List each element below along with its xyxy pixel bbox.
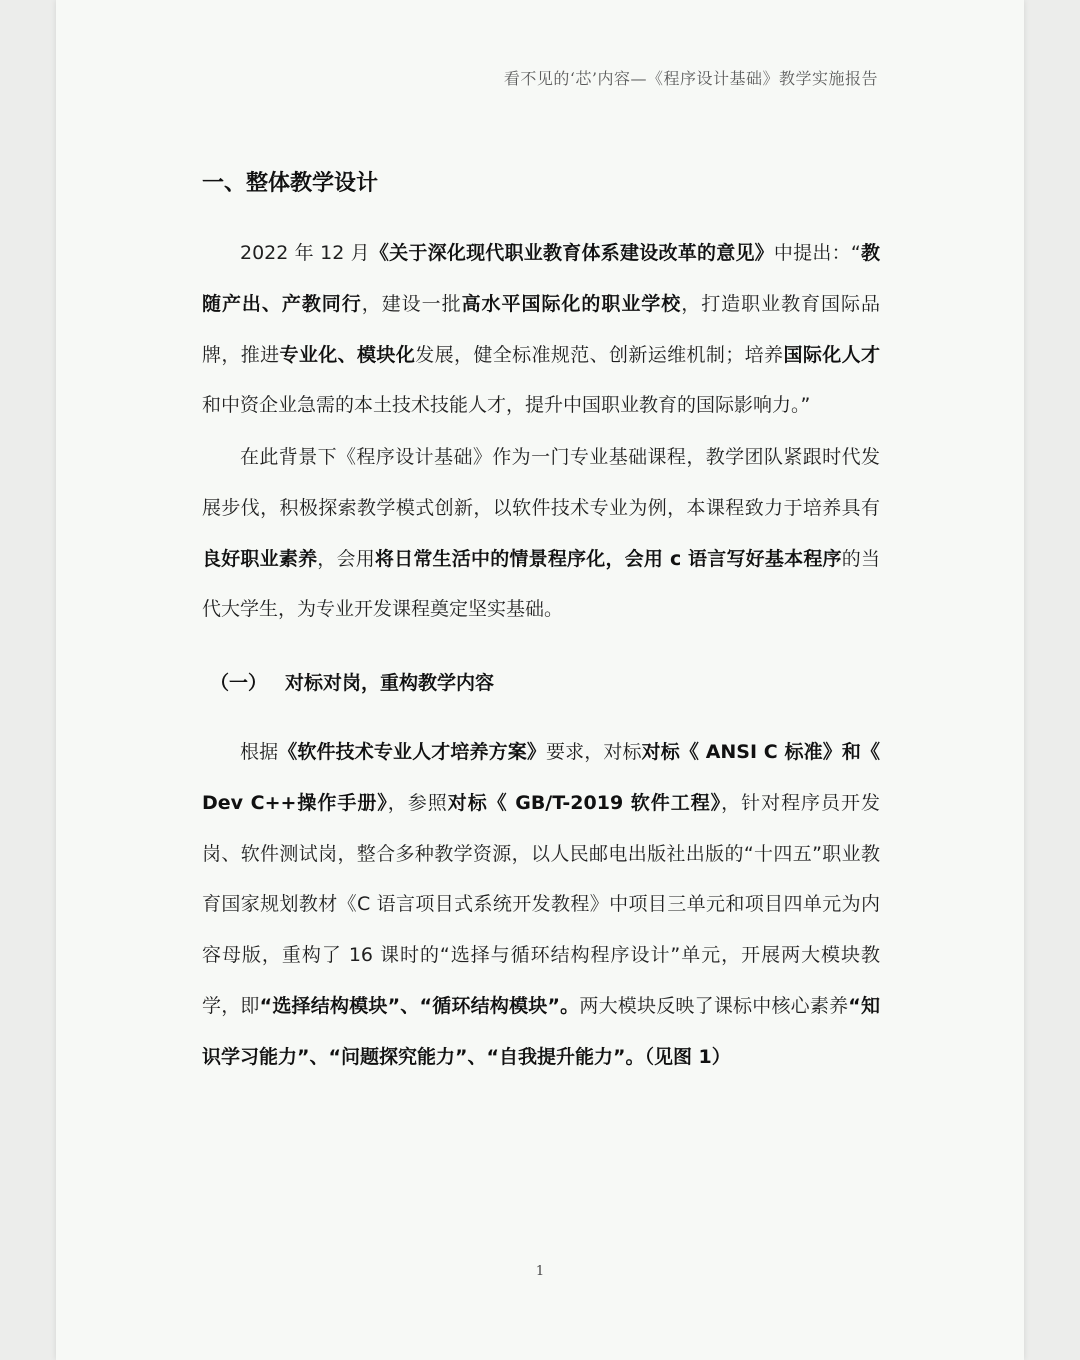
section-heading: 一、整体教学设计 bbox=[202, 171, 379, 196]
running-header: 看不见的‘芯’内容—《程序设计基础》教学实施报告 bbox=[503, 69, 878, 88]
document-page bbox=[56, 0, 1024, 1360]
subsection-number: （一） bbox=[210, 672, 268, 694]
subsection-heading bbox=[210, 668, 494, 695]
subsection-title: 对标对岗，重构教学内容 bbox=[285, 672, 495, 694]
paragraph-policy: 2022 年 12 月《关于深化现代职业教育体系建设改革的意见》中提出：“教随产出、产教同行，建设一批高水平国际化的职业学校，打造职业教育国际品牌，推进专业化、模块化发展，健全标准规范、创新运维机制；培养国际化人才和中资企业急需的本土技术技能人才，提升中国职业教育的国际影响力。” bbox=[202, 242, 880, 417]
page-number: 1 bbox=[535, 1264, 545, 1279]
paragraph-content-restructure: 根据《软件技术专业人才培养方案》要求，对标对标《 ANSI C 标准》和《 Dev C++操作手册》，参照对标《 GB/T-2019 软件工程》，针对程序员开发岗、软件测试岗，整合多种教学资源，以人民邮电出版社出版的“十四五”职业教育国家规划教材《C 语言项目式系统开发教程》中项目三单元和项目四单元为内容母版，重构了 16 课时的“选择与循环结构程序设计”单元，开展两大模块教学，即“选择结构模块”、“循环结构模块”。两大模块反映了课标中核心素养“知识学习能力”、“问题探究能力”、“自我提升能力”。（见图 1） bbox=[202, 741, 880, 1068]
paragraph-background: 在此背景下《程序设计基础》作为一门专业基础课程，教学团队紧跟时代发展步伐，积极探索教学模式创新，以软件技术专业为例，本课程致力于培养具有良好职业素养，会用将日常生活中的情景程序化，会用 c 语言写好基本程序的当代大学生，为专业开发课程奠定坚实基础。 bbox=[202, 446, 880, 621]
